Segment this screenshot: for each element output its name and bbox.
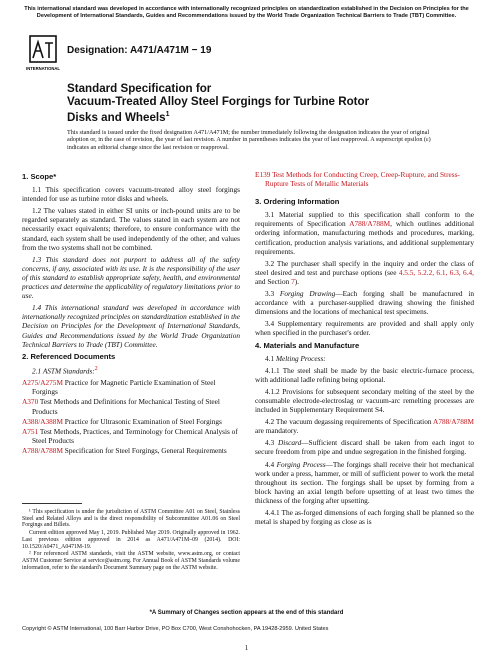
reference-item[interactable]: A751 Test Methods, Practices, and Terminology for Chemical Analysis of Steel Products — [22, 426, 238, 445]
paragraph-3-3: 3.3 Forging Drawing—Each forging shall be manufactured in accordance with a purchaser-supplied drawing showing the finished dimensions and the locations of mechanical test specimens. — [255, 289, 475, 317]
reference-item[interactable]: A275/A275M Practice for Magnetic Particle Examination of Steel Forgings — [22, 378, 216, 397]
reference-item[interactable]: A370 Test Methods and Definitions for Mechanical Testing of Steel Products — [22, 397, 220, 416]
document-title — [67, 82, 397, 124]
footnote-1-edition: Current edition approved May 1, 2019. Published May 2019. Originally approved in 1962. Last previous edition approved in 2014 as A471/A471M–09 (2014). DOI: 10.1520/A0471_A0471M-19. — [22, 530, 240, 550]
logo-wordmark: INTERNATIONAL — [26, 66, 60, 71]
paragraph-4-3: 4.3 Discard—Sufficient discard shall be taken from each ingot to secure freedom from pipe and undue segregation in the finished forging. — [255, 438, 474, 457]
page-number: 1 — [244, 644, 249, 652]
astm-logo-icon — [28, 34, 58, 74]
paragraph-1-3: 1.3 This standard does not purport to address all of the safety concerns, if any, associated with its use. It is the responsibility of the user of this standard to establish appropriate safety, health, and environmental practices and determine the applicability of regulatory limitations prior to use. — [22, 254, 240, 301]
reference-item[interactable]: A788/A788M Specification for Steel Forgings, General Requirements — [22, 445, 227, 455]
paragraph-2-1: 2.1 ASTM Standards:$^2$ — [32, 365, 98, 376]
header-notice: This international standard was developed in accordance with internationally recognized principles on standardization established in the Decision on Principles for the Development of International Standards, Guides and Recommendations issued by the World Trade Organization Technical Barriers to Trade (TBT) Committee. — [24, 6, 469, 19]
title-line-2: Vacuum-Treated Alloy Steel Forgings for Turbine Rotor — [67, 95, 370, 109]
issued-note: This standard is issued under the fixed designation A471/A471M; the number immediately following the designation indicates the year of original adoption or, in the case of revision, the year of last revision. A number in parentheses indicates the year of last reapproval. A superscript epsilon (ε) indicates an editorial change since the last revision or reapproval. — [67, 129, 431, 151]
title-line-3: Disks and Wheels$^1$ — [67, 111, 170, 125]
designation: Designation: A471/A471M − 19 — [67, 45, 212, 56]
right-column — [255, 170, 474, 529]
paragraph-3-2: 3.2 The purchaser shall specify in the inquiry and order the class of steel desired and test and purchase options (see 4.5.5, 5.2.2, 6.1, 6.3, 6.4, and Section 7). — [255, 258, 474, 286]
left-column — [22, 170, 240, 456]
paragraph-4-1: 4.1 Melting Process: — [265, 353, 326, 363]
link-a788[interactable]: A788/A788M — [433, 417, 474, 427]
section-links[interactable]: 4.5.5, 5.2.2, 6.1, 6.3, 6.4, — [398, 267, 474, 277]
reference-item[interactable]: E139 Test Methods for Conducting Creep, Creep-Rupture, and Stress-Rupture Tests of Metallic Materials — [255, 170, 460, 189]
summary-of-changes-note: *A Summary of Changes section appears at the end of this standard — [149, 610, 344, 616]
paragraph-1-4: 1.4 This international standard was developed in accordance with internationally recognized principles on standardization established in the Decision on Principles for the Development of International Standards, Guides and Recommendations issued by the World Trade Organization Technical Barriers to Trade (TBT) Committee. — [22, 303, 240, 349]
paragraph-4-1-1: 4.1.1 The steel shall be made by the basic electric-furnace process, with additional ladle refining being optional. — [255, 365, 474, 384]
footnote-divider — [22, 503, 82, 504]
link-a788[interactable]: A788/A788M — [349, 219, 391, 229]
section-heading-materials: 4. Materials and Manufacture — [255, 340, 360, 350]
copyright-line: Copyright © ASTM International, 100 Barr Harbor Drive, PO Box C700, West Conshohocken, PA 19428-2959. United States — [22, 626, 329, 632]
section-heading-ordering-information: 3. Ordering Information — [255, 197, 340, 207]
paragraph-3-1: 3.1 Material supplied to this specification shall conform to the requirements of Specification A788/A788M, which outlines additional ordering information, manufacturing methods and procedures, marking, certification, production analysis variations, and additional supplementary requirements. — [255, 210, 474, 256]
footnote-1: ¹ This specification is under the jurisdiction of ASTM Committee A01 on Steel, Stainless Steel and Related Alloys and is the direct responsibility of Subcommittee A01.06 on Steel Forgings and Billets. — [22, 509, 240, 529]
footnotes — [22, 509, 240, 572]
paragraph-4-2: 4.2 The vacuum degassing requirements of Specification A788/A788M are mandatory. — [255, 417, 474, 436]
paragraph-1-1: 1.1 This specification covers vacuum-treated alloy steel forgings intended for use as turbine rotor disks and wheels. — [22, 185, 240, 204]
paragraph-4-4: 4.4 Forging Process—The forgings shall receive their hot mechanical work under a press, hammer, or mill of sufficient power to work the metal throughout its section. The forgings shall be upset by forming from a block having an axial length before upsetting of at least two times the thickness of the forging after upsetting. — [255, 459, 474, 505]
title-line-1: Standard Specification for — [67, 82, 212, 95]
section-heading-referenced-documents: 2. Referenced Documents — [22, 351, 116, 361]
section-heading-scope: 1. Scope* — [22, 172, 57, 181]
link-section-7[interactable]: 7 — [291, 276, 295, 286]
paragraph-4-1-2: 4.1.2 Provisions for subsequent secondary melting of the steel by the consumable electrode-electroslag or vacuum-arc remelting processes are included in Supplementary Requirement S4. — [255, 386, 474, 415]
paragraph-4-4-1: 4.4.1 The as-forged dimensions of each forging shall be planned so the metal is shaped by forging as close as is — [255, 508, 474, 527]
footnote-2: ² For referenced ASTM standards, visit the ASTM website, www.astm.org, or contact ASTM Customer Service at service@astm.org. For Annual Book of ASTM Standards volume information, refer to the standard's Document Summary page on the ASTM website. — [22, 551, 240, 571]
reference-item[interactable]: A388/A388M Practice for Ultrasonic Examination of Steel Forgings — [22, 416, 222, 426]
paragraph-3-4: 3.4 Supplementary requirements are provided and shall apply only when specified in the purchaser's order. — [255, 319, 474, 338]
paragraph-1-2: 1.2 The values stated in either SI units or inch-pound units are to be regarded separately as standard. The values stated in each system are not necessarily exact equivalents; therefore, to ensure conformance with the standard, each system shall be used independently of the other, and values from the two systems shall not be combined. — [22, 206, 240, 252]
